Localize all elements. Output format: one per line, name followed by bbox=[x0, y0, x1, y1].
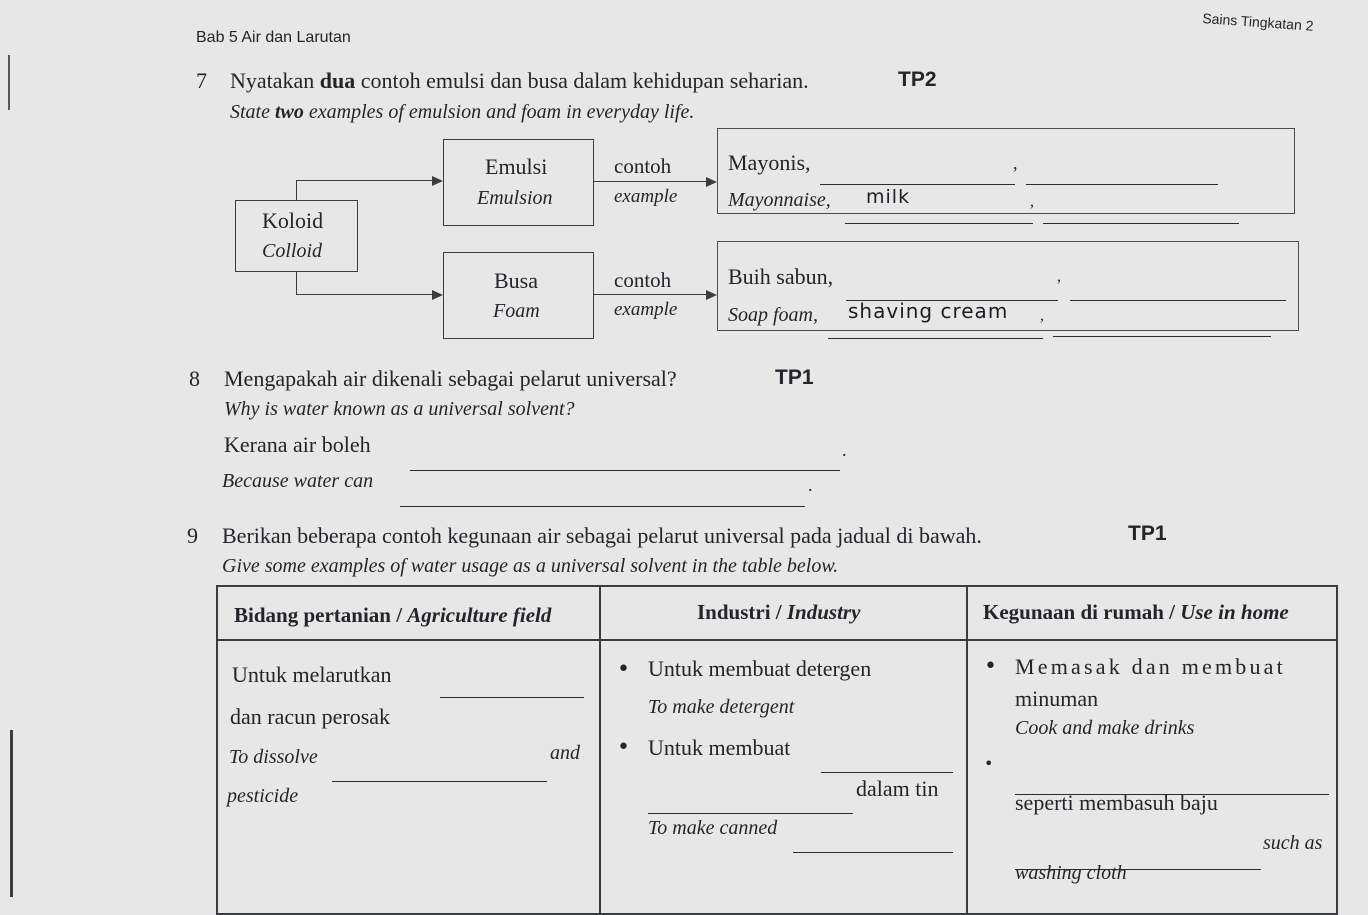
foam-en: Foam bbox=[493, 300, 540, 322]
q7-question-text-end: contoh emulsi dan busa dalam kehidupan seharian. bbox=[355, 68, 809, 93]
table-col-divider-2 bbox=[966, 585, 968, 915]
foam-ms: Busa bbox=[494, 268, 538, 293]
header-industry-ms: Industri / bbox=[697, 600, 787, 624]
bullet-icon: • bbox=[984, 654, 997, 679]
industry-item1-en: To make detergent bbox=[648, 696, 795, 718]
industry-item2-en: To make canned bbox=[648, 817, 778, 839]
arrow-emulsion bbox=[432, 176, 443, 186]
emulsion-example-line bbox=[594, 181, 706, 182]
q9-number: 9 bbox=[187, 523, 198, 548]
header-agriculture bbox=[234, 603, 551, 628]
industry-item2-ms2: dalam tin bbox=[856, 776, 939, 801]
agri-blank-1[interactable] bbox=[440, 683, 584, 702]
header-agriculture-ms: Bidang pertanian / bbox=[234, 603, 408, 627]
emulsion-example-ms: contoh bbox=[614, 154, 672, 178]
q8-answer-en: Because water can bbox=[222, 470, 374, 492]
emulsion-blank-3[interactable] bbox=[845, 209, 1033, 228]
foam-ex-ms: Buih sabun, bbox=[728, 264, 834, 289]
emulsion-comma-2: , bbox=[1030, 193, 1034, 210]
connector-up bbox=[296, 180, 297, 200]
q8-answer-ms: Kerana air boleh bbox=[224, 432, 371, 457]
colloid-ms: Koloid bbox=[262, 208, 324, 233]
industry-blank-3[interactable] bbox=[793, 838, 953, 857]
q9-tp-badge: TP1 bbox=[1128, 522, 1167, 545]
foam-blank-4[interactable] bbox=[1053, 322, 1271, 341]
emulsion-en: Emulsion bbox=[477, 187, 553, 209]
q7-english-text: State bbox=[230, 101, 275, 123]
foam-example-ms: contoh bbox=[614, 268, 672, 292]
q8-tp-badge: TP1 bbox=[775, 366, 814, 389]
agri-blank-2[interactable] bbox=[332, 767, 547, 786]
connector-down bbox=[296, 272, 297, 294]
q7-question-bold: dua bbox=[319, 68, 356, 93]
agri-line3-pre: To dissolve bbox=[229, 746, 318, 768]
q7-english-text-end: examples of emulsion and foam in everyday life. bbox=[303, 101, 695, 123]
q8-period-ms: . bbox=[842, 440, 847, 460]
q8-blank-ms[interactable] bbox=[410, 456, 840, 475]
emulsion-blank-2[interactable] bbox=[1026, 170, 1218, 189]
q7-number: 7 bbox=[196, 68, 207, 93]
table-header-divider bbox=[216, 639, 1338, 641]
emulsion-example-en: example bbox=[614, 186, 678, 207]
emulsion-blank-1[interactable] bbox=[820, 170, 1015, 189]
margin-mark bbox=[8, 55, 10, 110]
q9-english: Give some examples of water usage as a universal solvent in the table below. bbox=[222, 555, 839, 577]
agri-line2: dan racun perosak bbox=[230, 704, 391, 729]
header-industry-en: Industry bbox=[786, 600, 861, 624]
home-item2-ms: seperti membasuh baju bbox=[1015, 790, 1218, 815]
bullet-icon: • bbox=[617, 657, 630, 682]
q8-blank-en[interactable] bbox=[400, 492, 805, 511]
emulsion-ex-ms: Mayonis, bbox=[728, 150, 811, 175]
foam-comma-2: , bbox=[1040, 307, 1044, 324]
home-item1-ms: Memasak dan membuat bbox=[1015, 654, 1286, 679]
arrow-foam-example bbox=[706, 290, 717, 300]
q8-period-en: . bbox=[808, 475, 813, 495]
industry-blank-1[interactable] bbox=[821, 758, 953, 777]
bullet-icon: • bbox=[984, 754, 994, 773]
bullet-icon: • bbox=[617, 735, 630, 760]
industry-item1-ms: Untuk membuat detergen bbox=[648, 656, 872, 681]
foam-box bbox=[443, 252, 594, 339]
arrow-emulsion-example bbox=[706, 177, 717, 187]
emulsion-ex-ms-line bbox=[728, 150, 811, 176]
q9-question: Berikan beberapa contoh kegunaan air sebagai pelarut universal pada jadual di bawah. bbox=[222, 523, 982, 548]
header-home-ms: Kegunaan di rumah / bbox=[983, 600, 1181, 624]
q8-question: Mengapakah air dikenali sebagai pelarut universal? bbox=[224, 366, 677, 391]
header-industry bbox=[697, 600, 860, 625]
margin-mark-bottom bbox=[10, 730, 13, 897]
home-item1-en: Cook and make drinks bbox=[1015, 717, 1195, 739]
emulsion-comma-1: , bbox=[1013, 153, 1018, 173]
chapter-title: Bab 5 Air dan Larutan bbox=[196, 29, 351, 46]
connector-foam bbox=[296, 294, 432, 295]
q8-number: 8 bbox=[189, 366, 200, 391]
emulsion-ms: Emulsi bbox=[485, 154, 548, 179]
industry-blank-2[interactable] bbox=[648, 799, 853, 818]
foam-answer-handwritten: shaving cream bbox=[848, 299, 1009, 323]
agri-line4: pesticide bbox=[227, 785, 299, 807]
foam-example-line bbox=[594, 294, 706, 295]
home-item2-en-post: such as bbox=[1263, 832, 1323, 854]
header-home-en: Use in home bbox=[1180, 600, 1289, 624]
q8-english: Why is water known as a universal solvent? bbox=[224, 398, 575, 420]
q7-english bbox=[230, 101, 694, 124]
header-home bbox=[983, 600, 1289, 625]
foam-blank-2[interactable] bbox=[1070, 286, 1286, 305]
agri-line3-post: and bbox=[550, 742, 580, 764]
foam-comma-1: , bbox=[1057, 268, 1061, 285]
header-agriculture-en: Agriculture field bbox=[407, 603, 552, 627]
q7-tp-badge: TP2 bbox=[898, 68, 937, 91]
home-item1-ms2: minuman bbox=[1015, 686, 1099, 711]
industry-item2-ms: Untuk membuat bbox=[648, 735, 791, 760]
colloid-en: Colloid bbox=[262, 240, 323, 262]
foam-example-en: example bbox=[614, 299, 678, 320]
arrow-foam bbox=[432, 290, 443, 300]
q7-question-text: Nyatakan bbox=[230, 68, 320, 93]
q7-question bbox=[230, 68, 809, 94]
emulsion-answer-handwritten: milk bbox=[866, 186, 911, 208]
book-title: Sains Tingkatan 2 bbox=[1201, 10, 1315, 34]
agri-line1: Untuk melarutkan bbox=[232, 662, 392, 687]
emulsion-box bbox=[443, 139, 594, 226]
foam-blank-3[interactable] bbox=[828, 324, 1043, 343]
q7-english-bold: two bbox=[275, 101, 304, 123]
home-item2-en2: washing cloth bbox=[1015, 862, 1127, 884]
connector-emulsion bbox=[296, 180, 432, 181]
emulsion-blank-4[interactable] bbox=[1043, 209, 1239, 228]
emulsion-ex-en: Mayonnaise, bbox=[728, 189, 831, 211]
foam-ex-en: Soap foam, bbox=[728, 304, 818, 326]
table-col-divider-1 bbox=[599, 585, 601, 915]
